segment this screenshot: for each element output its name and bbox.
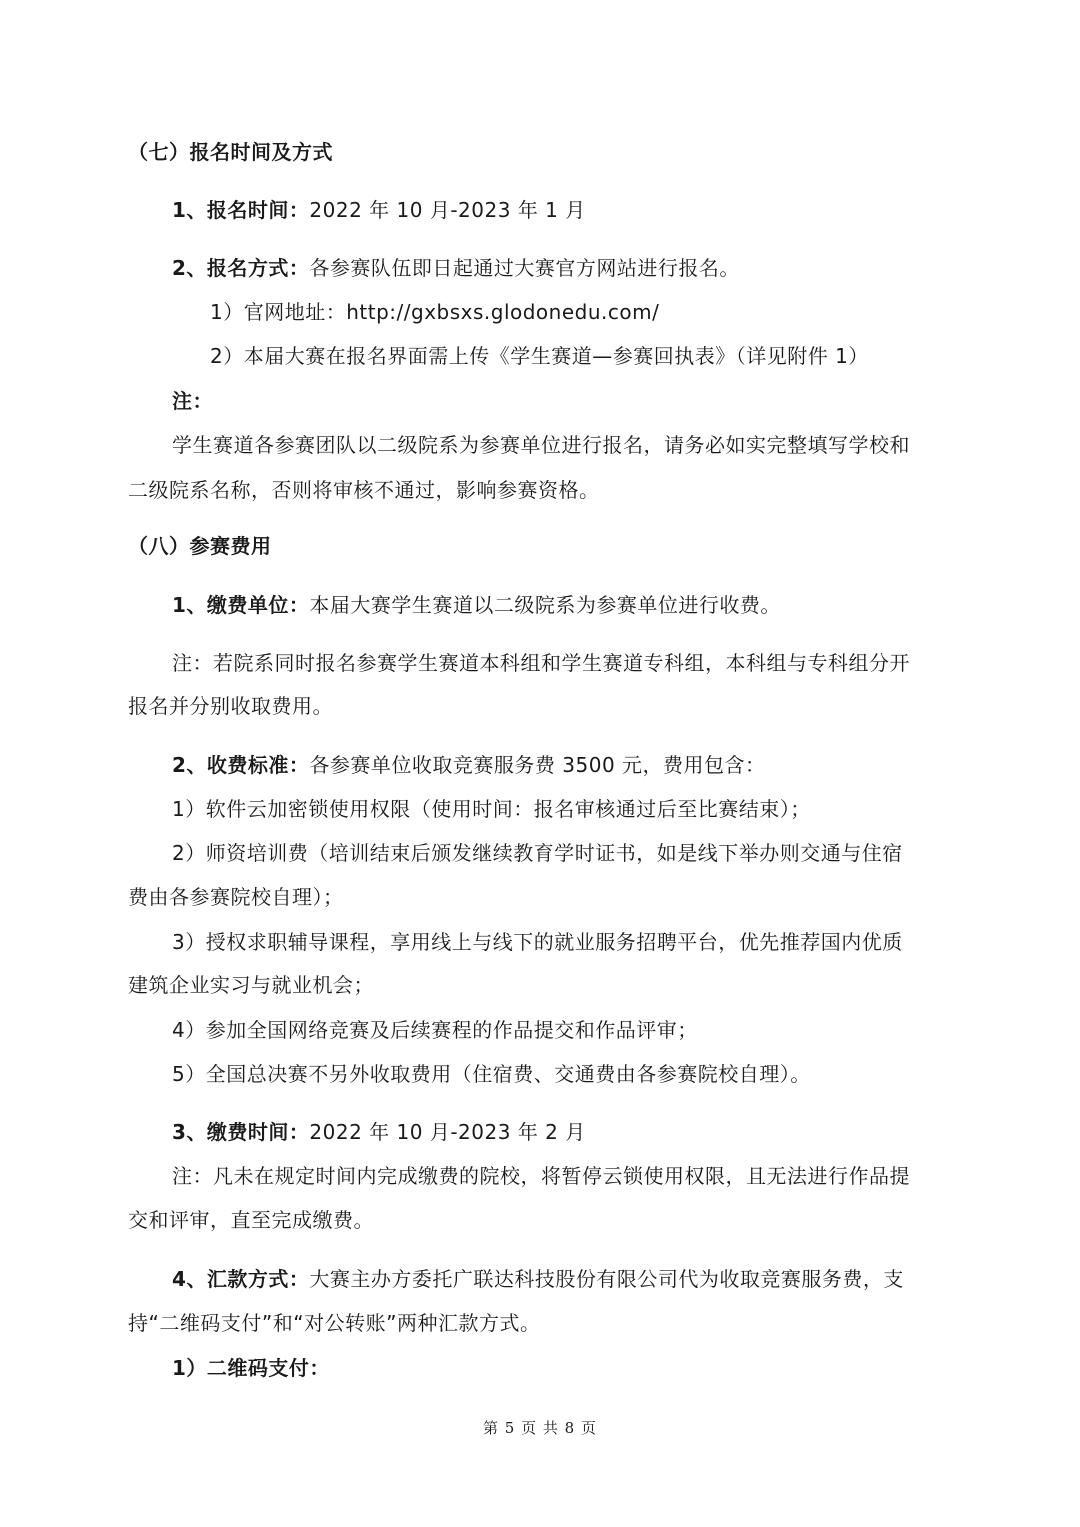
note-paragraph-line: 二级院系名称，否则将审核不通过，影响参赛资格。 bbox=[128, 478, 600, 502]
note-label: 注： bbox=[172, 389, 213, 413]
fee-standard-value: 各参赛单位收取竞赛服务费 3500 元，费用包含： bbox=[309, 753, 766, 777]
registration-time-label: 1、报名时间： bbox=[172, 198, 310, 222]
payment-time-item bbox=[172, 1118, 586, 1146]
remittance-method-value: 大赛主办方委托广联达科技股份有限公司代为收取竞赛服务费，支 bbox=[309, 1267, 904, 1291]
fee-standard-item bbox=[172, 751, 766, 779]
payment-time-note-line: 交和评审，直至完成缴费。 bbox=[128, 1208, 374, 1232]
fee-item: 1）软件云加密锁使用权限（使用时间：报名审核通过后至比赛结束）； bbox=[172, 797, 811, 821]
payment-time-note-line: 注：凡未在规定时间内完成缴费的院校，将暂停云锁使用权限，且无法进行作品提 bbox=[172, 1164, 910, 1188]
qr-payment-heading: 1）二维码支付： bbox=[172, 1356, 330, 1380]
remittance-method-label: 4、汇款方式： bbox=[172, 1267, 310, 1291]
payment-time-label: 3、缴费时间： bbox=[172, 1120, 310, 1144]
registration-method-value: 各参赛队伍即日起通过大赛官方网站进行报名。 bbox=[309, 256, 740, 280]
remittance-method-continuation: 持“二维码支付”和“对公转账”两种汇款方式。 bbox=[128, 1311, 541, 1335]
fee-item: 4）参加全国网络竞赛及后续赛程的作品提交和作品评审； bbox=[172, 1018, 698, 1042]
section-7-heading: （七）报名时间及方式 bbox=[128, 140, 333, 164]
registration-time-item bbox=[172, 196, 586, 224]
registration-time-value: 2022 年 10 月-2023 年 1 月 bbox=[309, 198, 586, 222]
fee-standard-label: 2、收费标准： bbox=[172, 753, 310, 777]
fee-item: 2）师资培训费（培训结束后颁发继续教育学时证书，如是线下举办则交通与住宿 bbox=[172, 841, 903, 865]
fee-item-continuation: 建筑企业实习与就业机会； bbox=[128, 973, 374, 997]
fee-item-continuation: 费由各参赛院校自理）； bbox=[128, 885, 344, 909]
fee-item: 5）全国总决赛不另外收取费用（住宿费、交通费由各参赛院校自理）。 bbox=[172, 1062, 811, 1086]
section-8-heading: （八）参赛费用 bbox=[128, 534, 272, 558]
note-paragraph-line: 学生赛道各参赛团队以二级院系为参赛单位进行报名，请务必如实完整填写学校和 bbox=[172, 433, 910, 457]
remittance-method-item bbox=[172, 1265, 904, 1293]
registration-method-item bbox=[172, 254, 740, 282]
payment-unit-note-line: 注：若院系同时报名参赛学生赛道本科组和学生赛道专科组，本科组与专科组分开 bbox=[172, 651, 910, 675]
payment-unit-label: 1、缴费单位： bbox=[172, 593, 310, 617]
payment-unit-value: 本届大赛学生赛道以二级院系为参赛单位进行收费。 bbox=[309, 593, 781, 617]
payment-time-value: 2022 年 10 月-2023 年 2 月 bbox=[309, 1120, 586, 1144]
official-website-line: 1）官网地址：http://gxbsxs.glodonedu.com/ bbox=[210, 300, 660, 324]
upload-form-line: 2）本届大赛在报名界面需上传《学生赛道—参赛回执表》（详见附件 1） bbox=[210, 344, 869, 368]
fee-item: 3）授权求职辅导课程，享用线上与线下的就业服务招聘平台，优先推荐国内优质 bbox=[172, 930, 903, 954]
registration-method-label: 2、报名方式： bbox=[172, 256, 310, 280]
payment-unit-note-line: 报名并分别收取费用。 bbox=[128, 694, 333, 718]
page-number-footer: 第 5 页 共 8 页 bbox=[483, 1419, 597, 1437]
payment-unit-item bbox=[172, 591, 781, 619]
